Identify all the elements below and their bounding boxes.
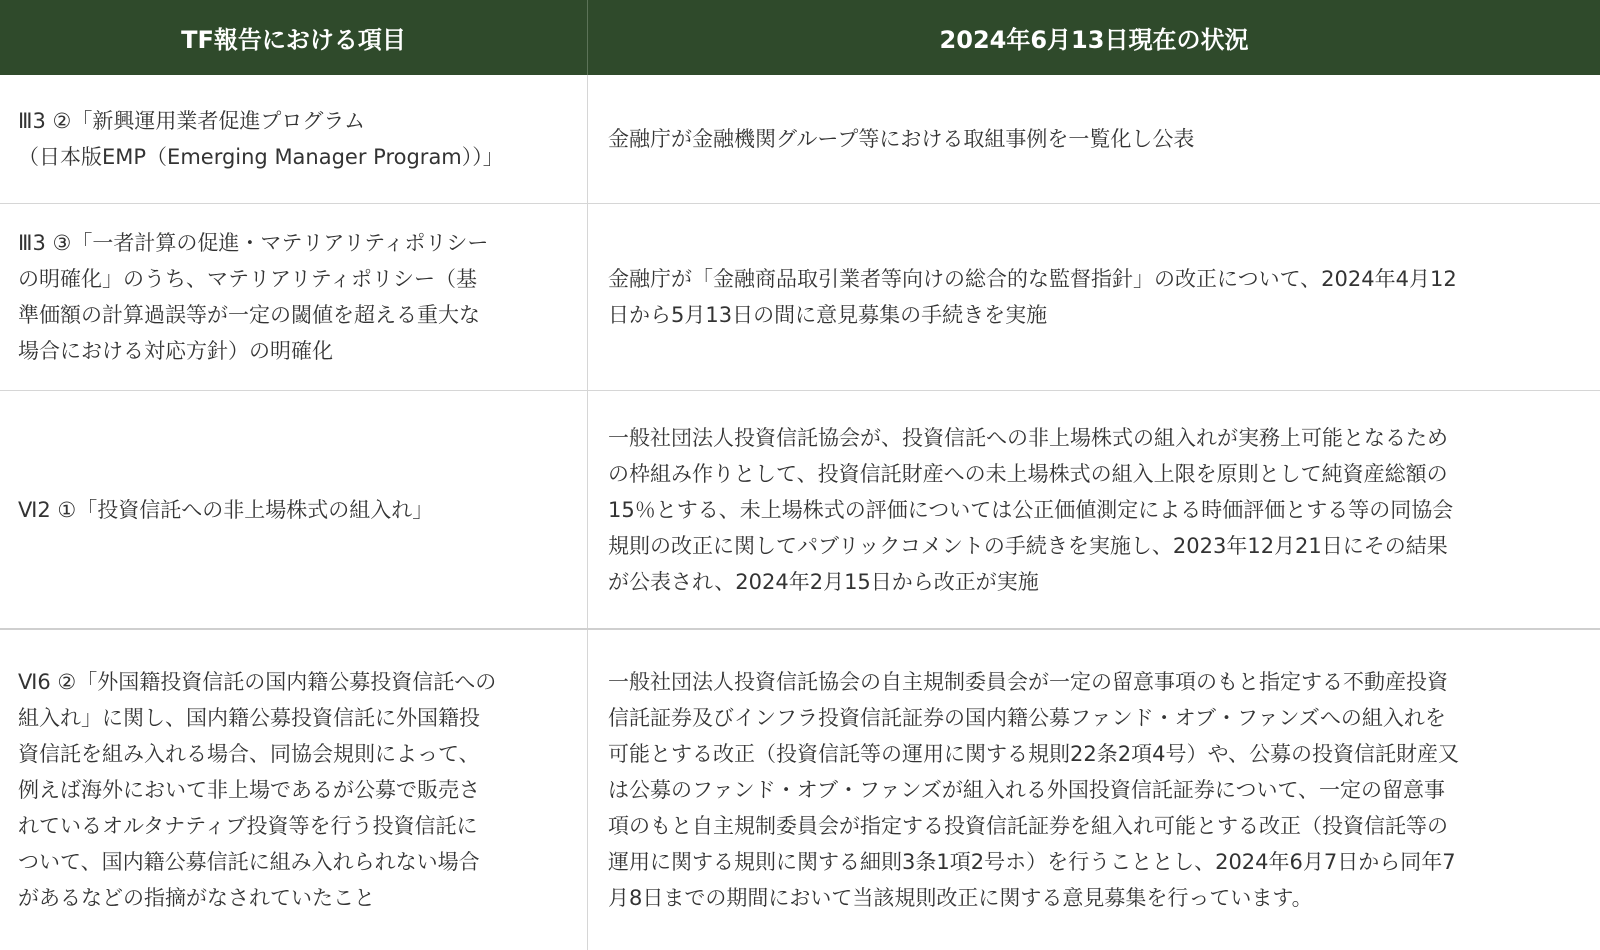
header-item-column: TF報告における項目: [181, 26, 406, 54]
status-line: 運用に関する規則に関する細則3条1項2号ホ）を行うこととし、2024年6月7日から同年7: [608, 850, 1456, 874]
item-line: ついて、国内籍公募信託に組み入れられない場合: [18, 850, 480, 874]
status-cell: [588, 204, 1600, 390]
status-line: 日から5月13日の間に意見募集の手続きを実施: [608, 303, 1048, 327]
item-line: 準価額の計算過誤等が一定の閾値を超える重大な: [18, 303, 480, 327]
item-line: れているオルタナティブ投資等を行う投資信託に: [18, 814, 478, 838]
table-row: [0, 630, 1600, 950]
status-line: の枠組み作りとして、投資信託財産への未上場株式の組入上限を原則として純資産総額の: [608, 461, 1448, 486]
header-status-column: 2024年6月13日現在の状況: [939, 26, 1249, 54]
item-line: Ⅲ3 ③「一者計算の促進・マテリアリティポリシー: [18, 231, 489, 255]
status-cell: [588, 391, 1600, 628]
status-line: 月8日までの期間において当該規則改正に関する意見募集を行っています。: [608, 886, 1313, 910]
item-cell: [0, 204, 587, 390]
status-line: が公表され、2024年2月15日から改正が実施: [608, 569, 1039, 594]
table-row: [0, 204, 1600, 391]
status-line: 金融庁が金融機関グループ等における取組事例を一覧化し公表: [608, 127, 1195, 151]
item-line: の明確化」のうち、マテリアリティポリシー（基: [18, 267, 478, 291]
status-line: 一般社団法人投資信託協会の自主規制委員会が一定の留意事項のもと指定する不動産投資: [608, 670, 1448, 694]
item-line: 資信託を組み入れる場合、同協会規則によって、: [18, 742, 480, 766]
item-line: Ⅵ6 ②「外国籍投資信託の国内籍公募投資信託への: [18, 670, 497, 694]
item-line: （日本版EMP（Emerging Manager Program））」: [18, 145, 504, 169]
item-line: 組入れ」に関し、国内籍公募投資信託に外国籍投: [18, 706, 480, 730]
status-line: 金融庁が「金融商品取引業者等向けの総合的な監督指針」の改正について、2024年4月12: [608, 267, 1457, 291]
status-line: 規則の改正に関してパブリックコメントの手続きを実施し、2023年12月21日にその結果: [608, 533, 1448, 558]
item-line: 例えば海外において非上場であるが公募で販売さ: [18, 778, 480, 802]
item-cell: [0, 75, 587, 203]
status-line: 項のもと自主規制委員会が指定する投資信託証券を組入れ可能とする改正（投資信託等の: [608, 814, 1448, 838]
item-line: 場合における対応方針）の明確化: [18, 339, 333, 363]
status-line: は公募のファンド・オブ・ファンズが組入れる外国投資信託証券について、一定の留意事: [608, 778, 1446, 802]
item-cell: [0, 391, 587, 628]
table-row: [0, 391, 1600, 630]
table-row: [0, 75, 1600, 204]
status-line: 可能とする改正（投資信託等の運用に関する規則22条2項4号）や、公募の投資信託財産又: [608, 742, 1460, 766]
item-line: Ⅵ2 ①「投資信託への非上場株式の組入れ」: [18, 497, 434, 522]
status-line: 一般社団法人投資信託協会が、投資信託への非上場株式の組入れが実務上可能となるため: [608, 425, 1448, 450]
status-cell: [588, 630, 1600, 950]
status-line: 15％とする、未上場株式の評価については公正価値測定による時価評価とする等の同協会: [608, 497, 1454, 522]
status-cell: [588, 75, 1600, 203]
status-line: 信託証券及びインフラ投資信託証券の国内籍公募ファンド・オブ・ファンズへの組入れを: [608, 706, 1446, 730]
item-cell: [0, 630, 587, 950]
item-line: があるなどの指摘がなされていたこと: [18, 886, 375, 910]
item-line: Ⅲ3 ②「新興運用業者促進プログラム: [18, 109, 366, 133]
table-header: [0, 0, 1600, 75]
